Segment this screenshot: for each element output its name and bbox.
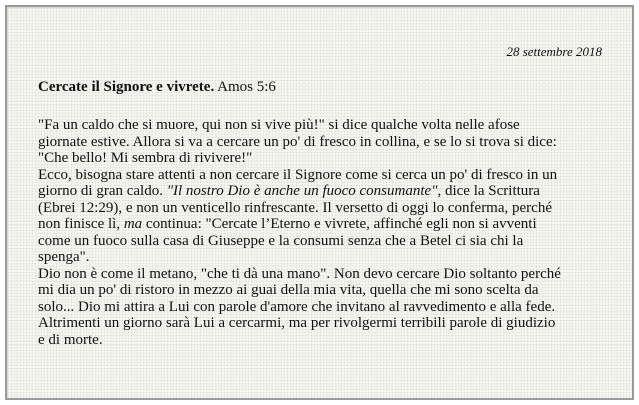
heading	[38, 79, 276, 96]
heading-title: Cercate il Signore e vivrete.	[38, 79, 215, 95]
text-line: "Che bello! Mi sembra di rivivere!"	[38, 150, 253, 166]
page-frame	[5, 5, 634, 400]
date: 28 settembre 2018	[506, 44, 602, 59]
paragraph-1	[38, 117, 608, 167]
text-line: e di morte.	[38, 331, 103, 348]
paragraph-2	[38, 167, 608, 266]
text-line: come un fuoco sulla casa di Giuseppe e la consumi senza che a Betel ci sia chi la	[38, 232, 524, 249]
paragraph-3	[38, 266, 608, 349]
text-line: "Fa un caldo che si muore, qui non si vive più!" si dice qualche volta nelle afose	[38, 117, 520, 133]
text-line	[38, 183, 608, 200]
text-line: mi dia un po' di ristoro in mezzo ai guai della mia vita, quella che mi sono scelta da	[38, 282, 539, 298]
heading-reference: Amos 5:6	[217, 79, 276, 95]
text-line: Ecco, bisogna stare attenti a non cercare il Signore come si cerca un po' di fresco in un	[38, 166, 558, 183]
text-line: (Ebrei 12:29), e non un venticello rinfrescante. Il versetto di oggi lo conferma, perché	[38, 199, 552, 216]
text-line: Dio non è come il metano, "che ti dà una mano". Non devo cercare Dio soltanto perché	[38, 265, 561, 282]
text-line: spenga".	[38, 249, 90, 265]
text-line	[38, 216, 608, 233]
devotional-text	[38, 117, 608, 348]
text-segment: non finisce lì,	[38, 216, 124, 232]
text-line: giornate estive. Allora si va a cercare un po' di fresco in collina, e se lo si trova si dice:	[38, 133, 557, 150]
text-segment: continua: "Cercate l’Eterno e vivrete, affinché egli non si avventi	[142, 216, 537, 232]
text-line: Altrimenti un giorno sarà Lui a cercarmi, ma per rivolgermi terribili parole di giudizio	[38, 315, 556, 331]
scripture-quote: "Il nostro Dio è anche un fuoco consumante"	[166, 183, 438, 199]
text-segment: , dice la Scrittura	[437, 183, 540, 199]
text-segment: giorno di gran caldo.	[38, 183, 167, 199]
text-line: solo... Dio mi attira a Lui con parole d'amore che invitano al ravvedimento e alla fede.	[38, 298, 556, 315]
emphasis-word: ma	[123, 216, 143, 232]
